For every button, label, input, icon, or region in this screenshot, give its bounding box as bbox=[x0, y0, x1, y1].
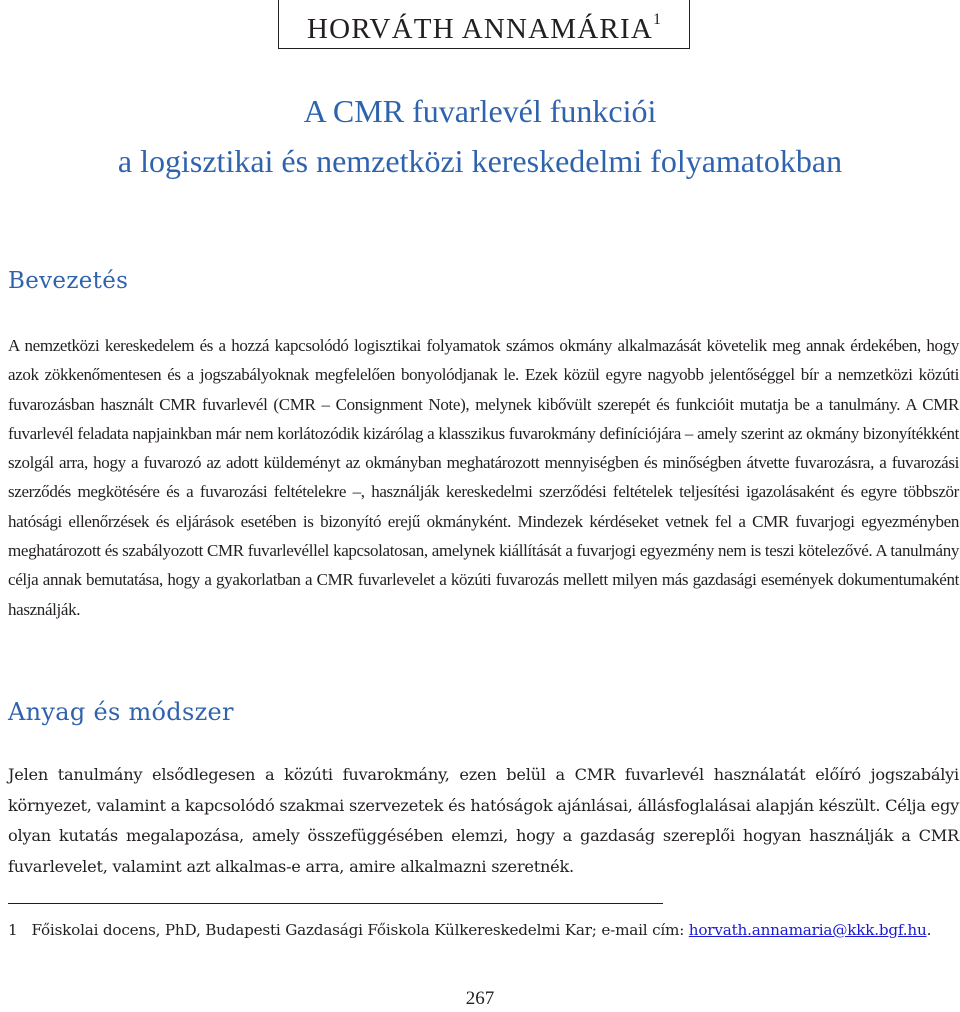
author-footnote-mark[interactable]: 1 bbox=[652, 11, 661, 28]
section-body-method: Jelen tanulmány elsődlegesen a közúti fuvarokmány, ezen belül a CMR fuvarlevél használatát előíró jogszabályi környezet, valamint a kapcsolódó szakmai szervezetek és hatóságok ajánlásai, állásfoglalásai alapján készült. Célja egy olyan kutatás megalapozása, amely összefüggésében elemzi, hogy a gazdaság szereplői hogyan használják a CMR fuvarlevelet, valamint azt alkalmas-e arra, amire alkalmazni szeretnék. bbox=[8, 765, 959, 876]
section-heading-intro: Bevezetés bbox=[8, 268, 129, 294]
footnote-number: 1 bbox=[8, 921, 18, 939]
article-title-line-1: A CMR fuvarlevél funkciói bbox=[303, 93, 657, 129]
page-number: 267 bbox=[465, 988, 495, 1009]
section-body-intro: A nemzetközi kereskedelem és a hozzá kapcsolódó logisztikai folyamatok számos okmány alkalmazását követelik meg annak érdekében, hogy azok zökkenőmentesen és a jogszabályoknak megfelelően bonyolódjanak le. Ezek közül egyre nagyobb jelentőséggel bír a nemzetközi közúti fuvarozásban használt CMR fuvarlevél (CMR – Consignment Note), melynek kibővült szerepét és funkcióit mutatja be a tanulmány. A CMR fuvarlevél feladata napjainkban már nem korlátozódik kizárólag a klasszikus fuvarokmány definíciójára – amely szerint az okmány bizonyítékként szolgál arra, hogy a fuvarozó az adott küldeményt az okmányban meghatározott mennyiségben és minőségben átvette fuvarozásra, a fuvarozási szerződés megkötésére és a fuvarozási feltételekre –, használják kereskedelmi szerződési feltételek teljesítési igazolásaként és egyre többször hatósági ellenőrzések és eljárások esetében is bizonyító erejű okmányként. Mindezek kérdéseket vetnek fel a CMR fuvarjogi egyezményben meghatározott és szabályozott CMR fuvarlevéllel kapcsolatosan, amelynek kiállítását a fuvarjogi egyezmény nem is teszi kötelezővé. A tanulmány célja annak bemutatása, hogy a gyakorlatban a CMR fuvarlevelet a közúti fuvarozás mellett milyen más gazdasági események dokumentumaként használják. bbox=[8, 336, 959, 619]
footnote bbox=[8, 921, 931, 939]
author-name bbox=[279, 12, 689, 44]
footnote-text: Főiskolai docens, PhD, Budapesti Gazdasági Főiskola Külkereskedelmi Kar; e-mail cím: bbox=[31, 921, 689, 939]
author-name-text: HORVÁTH ANNAMÁRIA bbox=[307, 13, 653, 45]
footnote-trailing: . bbox=[926, 921, 932, 939]
author-header-box bbox=[278, 0, 690, 49]
article-title bbox=[0, 86, 960, 186]
footnote-email-link[interactable]: horvath.annamaria@kkk.bgf.hu bbox=[688, 921, 927, 939]
section-heading-method: Anyag és módszer bbox=[8, 698, 234, 726]
footnote-divider bbox=[8, 903, 663, 904]
article-title-line-2: a logisztikai és nemzetközi kereskedelmi folyamatokban bbox=[117, 143, 843, 179]
